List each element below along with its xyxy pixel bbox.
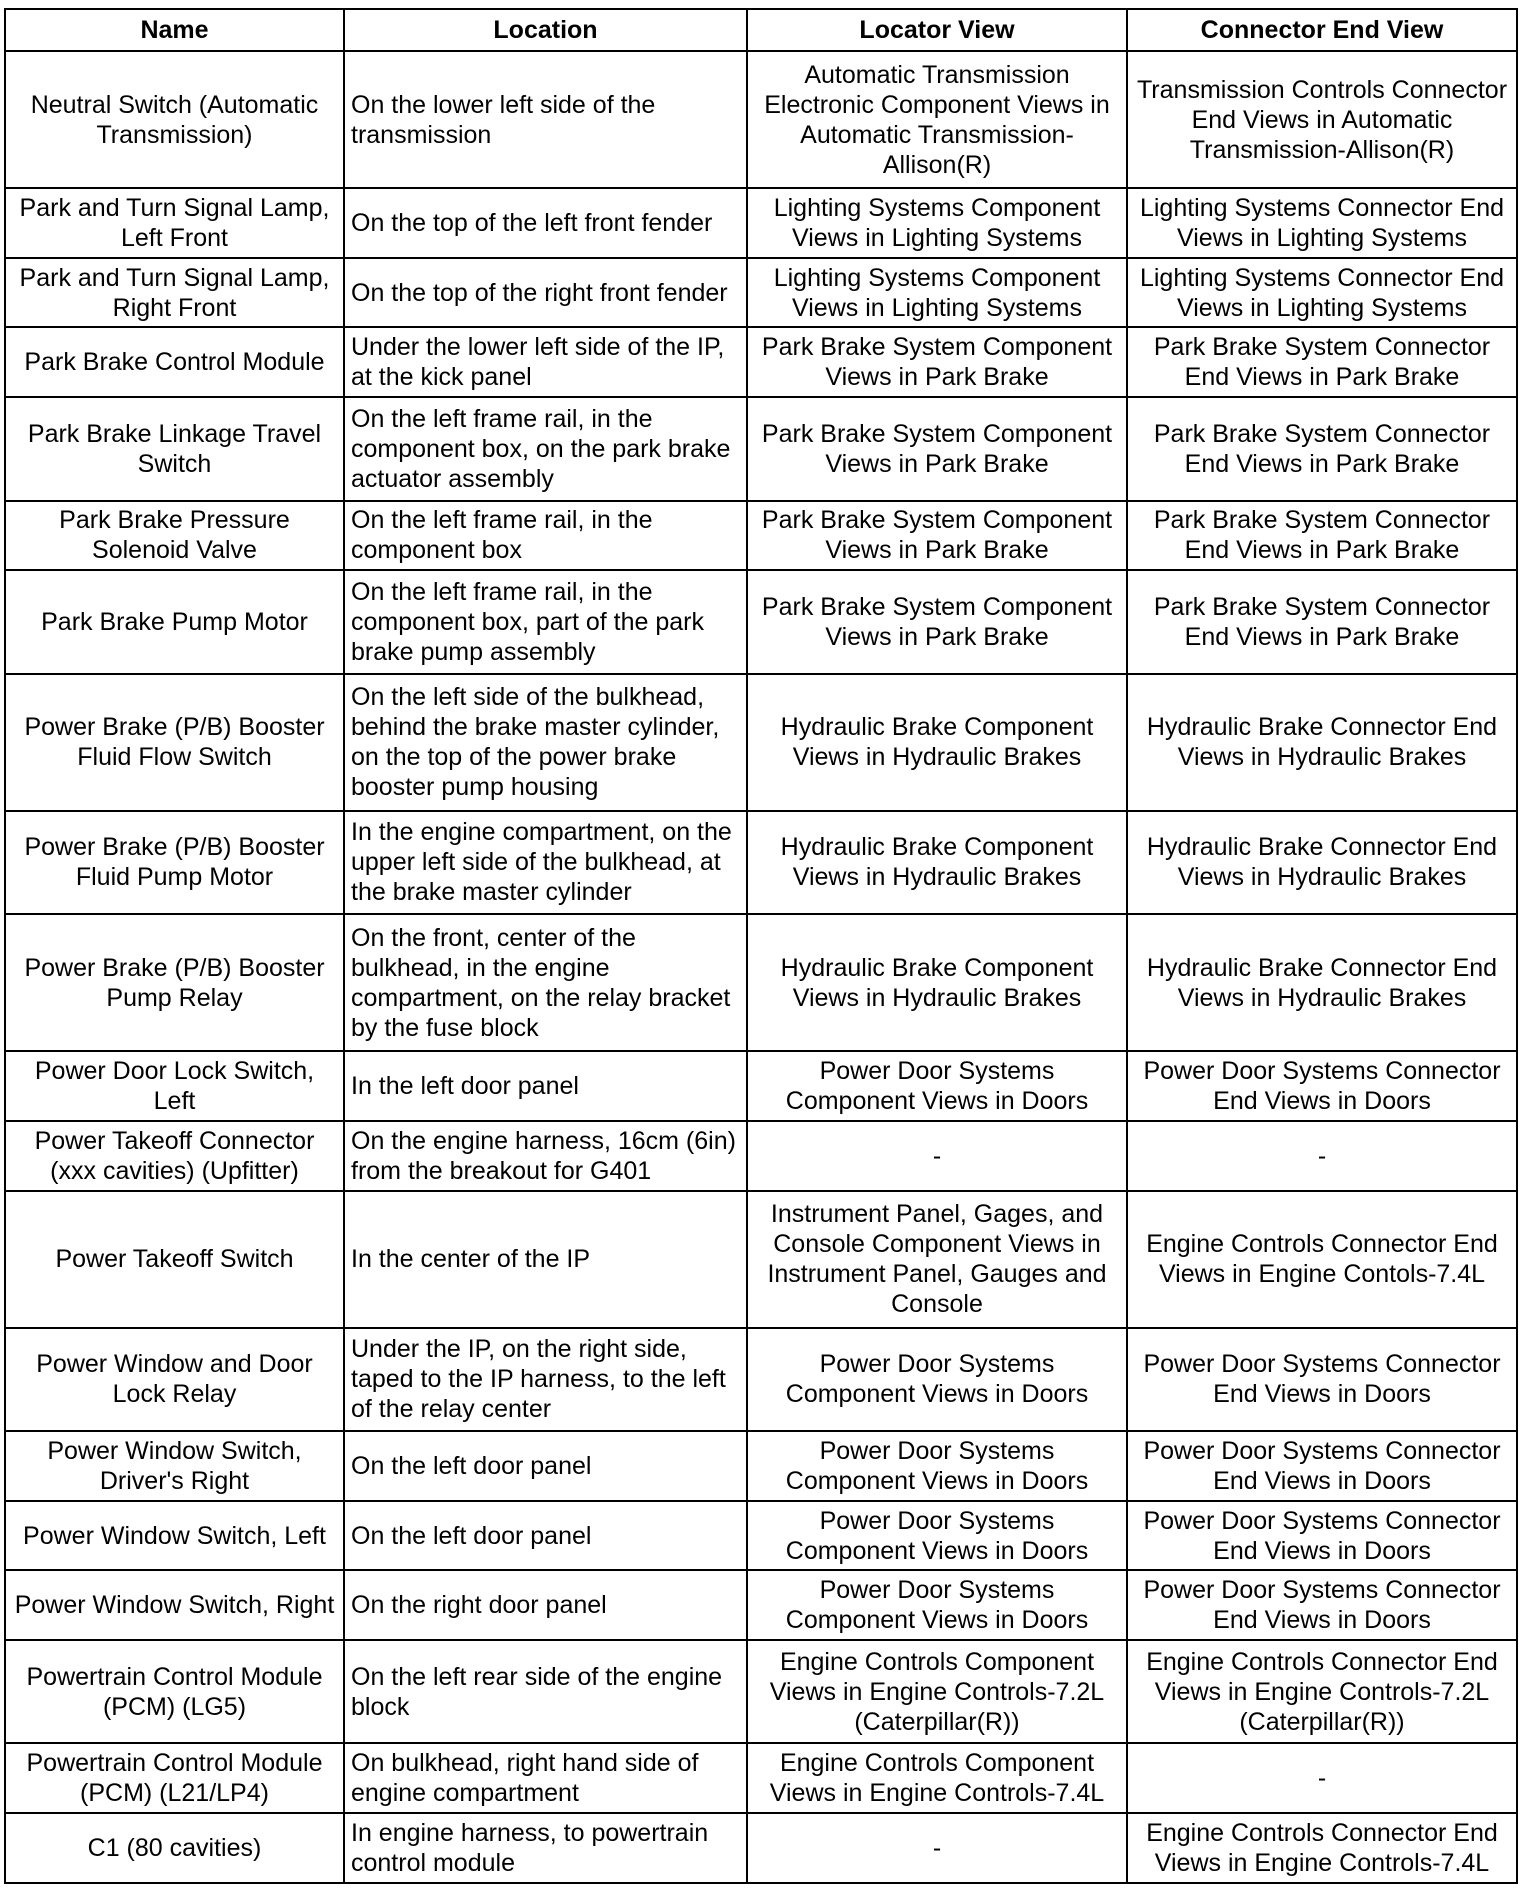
cell-connector-end-view: Park Brake System Connector End Views in Park Brake — [1127, 501, 1517, 571]
table-row — [5, 1121, 1517, 1191]
cell-connector-end-view: Engine Controls Connector End Views in Engine Contols-7.4L — [1127, 1191, 1517, 1328]
cell-name: Neutral Switch (Automatic Transmission) — [5, 51, 344, 188]
cell-connector-end-view: Power Door Systems Connector End Views in Doors — [1127, 1431, 1517, 1501]
table-row — [5, 1813, 1517, 1883]
cell-location: On the left rear side of the engine block — [344, 1640, 747, 1743]
cell-name: Powertrain Control Module (PCM) (L21/LP4) — [5, 1743, 344, 1813]
cell-name: Park Brake Linkage Travel Switch — [5, 397, 344, 500]
cell-connector-end-view: Power Door Systems Connector End Views in Doors — [1127, 1328, 1517, 1431]
cell-connector-end-view: Hydraulic Brake Connector End Views in Hydraulic Brakes — [1127, 811, 1517, 914]
cell-connector-end-view: Hydraulic Brake Connector End Views in Hydraulic Brakes — [1127, 674, 1517, 811]
table-row — [5, 1431, 1517, 1501]
table-row — [5, 1191, 1517, 1328]
cell-locator-view: Power Door Systems Component Views in Doors — [747, 1431, 1127, 1501]
cell-location: In the left door panel — [344, 1051, 747, 1121]
cell-location: Under the lower left side of the IP, at the kick panel — [344, 327, 747, 397]
cell-location: On the front, center of the bulkhead, in the engine compartment, on the relay bracket by the fuse block — [344, 914, 747, 1051]
table-row — [5, 501, 1517, 571]
cell-connector-end-view: Transmission Controls Connector End Views in Automatic Transmission-Allison(R) — [1127, 51, 1517, 188]
cell-location: Under the IP, on the right side, taped to the IP harness, to the left of the relay center — [344, 1328, 747, 1431]
cell-name: Power Window Switch, Left — [5, 1501, 344, 1571]
cell-name: Park and Turn Signal Lamp, Right Front — [5, 258, 344, 328]
cell-connector-end-view: - — [1127, 1121, 1517, 1191]
header-name: Name — [5, 9, 344, 51]
cell-name: Power Takeoff Switch — [5, 1191, 344, 1328]
cell-location: In engine harness, to powertrain control module — [344, 1813, 747, 1883]
cell-connector-end-view: Power Door Systems Connector End Views in Doors — [1127, 1501, 1517, 1571]
component-locator-table — [4, 8, 1518, 1884]
cell-locator-view: Automatic Transmission Electronic Component Views in Automatic Transmission-Allison(R) — [747, 51, 1127, 188]
cell-connector-end-view: Engine Controls Connector End Views in Engine Controls-7.2L (Caterpillar(R)) — [1127, 1640, 1517, 1743]
cell-name: Power Takeoff Connector (xxx cavities) (Upfitter) — [5, 1121, 344, 1191]
cell-name: Power Brake (P/B) Booster Fluid Flow Switch — [5, 674, 344, 811]
cell-location: On the lower left side of the transmission — [344, 51, 747, 188]
table-row — [5, 570, 1517, 673]
cell-name: Park Brake Pump Motor — [5, 570, 344, 673]
cell-location: On the left side of the bulkhead, behind the brake master cylinder, on the top of the power brake booster pump housing — [344, 674, 747, 811]
table-row — [5, 1570, 1517, 1640]
cell-connector-end-view: Hydraulic Brake Connector End Views in Hydraulic Brakes — [1127, 914, 1517, 1051]
table-row — [5, 1743, 1517, 1813]
cell-name: Power Brake (P/B) Booster Fluid Pump Motor — [5, 811, 344, 914]
cell-location: On the left door panel — [344, 1431, 747, 1501]
cell-name: C1 (80 cavities) — [5, 1813, 344, 1883]
header-row — [5, 9, 1517, 51]
cell-connector-end-view: Lighting Systems Connector End Views in Lighting Systems — [1127, 258, 1517, 328]
cell-location: In the center of the IP — [344, 1191, 747, 1328]
cell-location: In the engine compartment, on the upper left side of the bulkhead, at the brake master cylinder — [344, 811, 747, 914]
table-row — [5, 811, 1517, 914]
table-row — [5, 258, 1517, 328]
cell-connector-end-view: Engine Controls Connector End Views in Engine Controls-7.4L — [1127, 1813, 1517, 1883]
cell-locator-view: - — [747, 1813, 1127, 1883]
header-connector-end-view: Connector End View — [1127, 9, 1517, 51]
cell-name: Park and Turn Signal Lamp, Left Front — [5, 188, 344, 258]
cell-name: Park Brake Pressure Solenoid Valve — [5, 501, 344, 571]
table-row — [5, 327, 1517, 397]
cell-name: Power Window Switch, Right — [5, 1570, 344, 1640]
cell-locator-view: Power Door Systems Component Views in Doors — [747, 1501, 1127, 1571]
cell-locator-view: Power Door Systems Component Views in Doors — [747, 1570, 1127, 1640]
table-row — [5, 1328, 1517, 1431]
cell-name: Power Window Switch, Driver's Right — [5, 1431, 344, 1501]
cell-name: Park Brake Control Module — [5, 327, 344, 397]
cell-location: On the left door panel — [344, 1501, 747, 1571]
cell-locator-view: Engine Controls Component Views in Engine Controls-7.2L (Caterpillar(R)) — [747, 1640, 1127, 1743]
cell-locator-view: Power Door Systems Component Views in Doors — [747, 1051, 1127, 1121]
cell-locator-view: Park Brake System Component Views in Park Brake — [747, 397, 1127, 500]
table-row — [5, 51, 1517, 188]
cell-location: On the top of the left front fender — [344, 188, 747, 258]
cell-name: Power Door Lock Switch, Left — [5, 1051, 344, 1121]
header-location: Location — [344, 9, 747, 51]
cell-locator-view: Power Door Systems Component Views in Doors — [747, 1328, 1127, 1431]
table-row — [5, 914, 1517, 1051]
table-row — [5, 1640, 1517, 1743]
cell-locator-view: Hydraulic Brake Component Views in Hydraulic Brakes — [747, 811, 1127, 914]
cell-location: On the engine harness, 16cm (6in) from the breakout for G401 — [344, 1121, 747, 1191]
table-body — [5, 51, 1517, 1883]
cell-locator-view: Park Brake System Component Views in Park Brake — [747, 327, 1127, 397]
cell-location: On the left frame rail, in the component box, on the park brake actuator assembly — [344, 397, 747, 500]
cell-location: On the right door panel — [344, 1570, 747, 1640]
cell-locator-view: Hydraulic Brake Component Views in Hydraulic Brakes — [747, 914, 1127, 1051]
table-header — [5, 9, 1517, 51]
cell-locator-view: Park Brake System Component Views in Park Brake — [747, 570, 1127, 673]
header-locator-view: Locator View — [747, 9, 1127, 51]
table-row — [5, 188, 1517, 258]
cell-location: On bulkhead, right hand side of engine compartment — [344, 1743, 747, 1813]
cell-locator-view: Lighting Systems Component Views in Lighting Systems — [747, 188, 1127, 258]
table-row — [5, 397, 1517, 500]
cell-connector-end-view: - — [1127, 1743, 1517, 1813]
cell-locator-view: - — [747, 1121, 1127, 1191]
cell-name: Powertrain Control Module (PCM) (LG5) — [5, 1640, 344, 1743]
cell-location: On the top of the right front fender — [344, 258, 747, 328]
cell-connector-end-view: Park Brake System Connector End Views in Park Brake — [1127, 570, 1517, 673]
cell-location: On the left frame rail, in the component box, part of the park brake pump assembly — [344, 570, 747, 673]
cell-connector-end-view: Power Door Systems Connector End Views in Doors — [1127, 1570, 1517, 1640]
cell-name: Power Brake (P/B) Booster Pump Relay — [5, 914, 344, 1051]
cell-location: On the left frame rail, in the component box — [344, 501, 747, 571]
cell-connector-end-view: Park Brake System Connector End Views in Park Brake — [1127, 327, 1517, 397]
table-row — [5, 1051, 1517, 1121]
table-row — [5, 1501, 1517, 1571]
cell-name: Power Window and Door Lock Relay — [5, 1328, 344, 1431]
cell-locator-view: Instrument Panel, Gages, and Console Component Views in Instrument Panel, Gauges and Console — [747, 1191, 1127, 1328]
cell-locator-view: Park Brake System Component Views in Park Brake — [747, 501, 1127, 571]
cell-locator-view: Lighting Systems Component Views in Lighting Systems — [747, 258, 1127, 328]
cell-locator-view: Hydraulic Brake Component Views in Hydraulic Brakes — [747, 674, 1127, 811]
cell-connector-end-view: Power Door Systems Connector End Views in Doors — [1127, 1051, 1517, 1121]
table-row — [5, 674, 1517, 811]
cell-locator-view: Engine Controls Component Views in Engine Controls-7.4L — [747, 1743, 1127, 1813]
cell-connector-end-view: Lighting Systems Connector End Views in Lighting Systems — [1127, 188, 1517, 258]
cell-connector-end-view: Park Brake System Connector End Views in Park Brake — [1127, 397, 1517, 500]
